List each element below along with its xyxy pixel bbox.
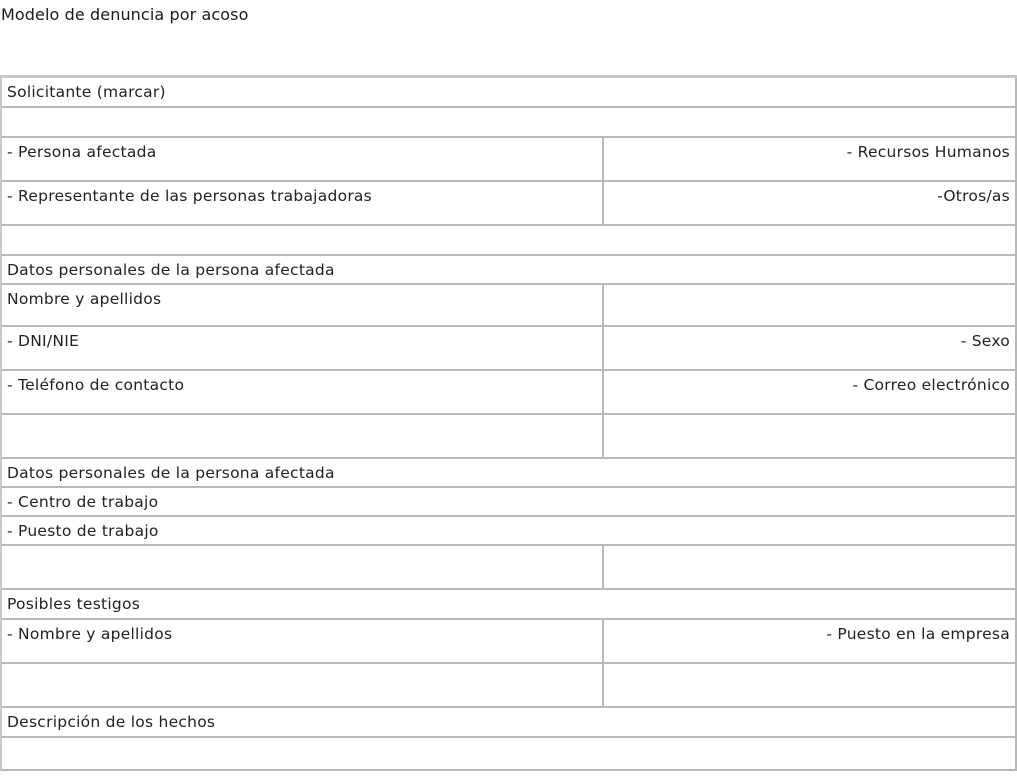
nombre-label: Nombre y apellidos [2, 285, 604, 327]
form-row-blank-split [2, 546, 1017, 590]
form-row-blank-split [2, 664, 1017, 708]
form-row-datos-personales-header [2, 256, 1017, 285]
form-row-telefono-correo [2, 371, 1017, 415]
form-row-nombre [2, 285, 1017, 327]
complaint-form-table [0, 75, 1017, 771]
form-row-testigos-labels [2, 620, 1017, 664]
sexo-label: - Sexo [604, 327, 1017, 371]
blank-cell[interactable] [604, 415, 1017, 459]
option-persona-afectada[interactable]: - Persona afectada [2, 138, 604, 182]
blank-cell[interactable] [2, 546, 604, 590]
form-row-solicitante-options-2 [2, 182, 1017, 226]
form-row-dni-sexo [2, 327, 1017, 371]
testigos-header: Posibles testigos [2, 590, 1017, 620]
option-recursos-humanos[interactable]: - Recursos Humanos [604, 138, 1017, 182]
hechos-description-cell[interactable] [2, 738, 1017, 771]
blank-cell[interactable] [2, 415, 604, 459]
dni-label: - DNI/NIE [2, 327, 604, 371]
blank-cell[interactable] [604, 546, 1017, 590]
blank-cell[interactable] [604, 664, 1017, 708]
form-row-blank [2, 108, 1017, 138]
blank-cell[interactable] [2, 108, 1017, 138]
centro-trabajo-label[interactable]: - Centro de trabajo [2, 488, 1017, 517]
testigo-nombre-label: - Nombre y apellidos [2, 620, 604, 664]
option-representante[interactable]: - Representante de las personas trabajadoras [2, 182, 604, 226]
hechos-header: Descripción de los hechos [2, 708, 1017, 738]
nombre-input-cell[interactable] [604, 285, 1017, 327]
form-row-blank [2, 226, 1017, 256]
form-row-testigos-header [2, 590, 1017, 620]
form-row-datos-laborales-header [2, 459, 1017, 488]
form-row-solicitante-options-1 [2, 138, 1017, 182]
solicitante-header: Solicitante (marcar) [2, 78, 1017, 108]
option-otros[interactable]: -Otros/as [604, 182, 1017, 226]
blank-cell[interactable] [2, 226, 1017, 256]
datos-laborales-header: Datos personales de la persona afectada [2, 459, 1017, 488]
form-row-centro [2, 488, 1017, 517]
form-row-blank-split [2, 415, 1017, 459]
datos-personales-header: Datos personales de la persona afectada [2, 256, 1017, 285]
form-row-hechos-blank [2, 738, 1017, 771]
document-title: Modelo de denuncia por acoso [1, 5, 249, 24]
form-row-puesto [2, 517, 1017, 546]
correo-label: - Correo electrónico [604, 371, 1017, 415]
testigo-puesto-label: - Puesto en la empresa [604, 620, 1017, 664]
puesto-trabajo-label[interactable]: - Puesto de trabajo [2, 517, 1017, 546]
telefono-label: - Teléfono de contacto [2, 371, 604, 415]
blank-cell[interactable] [2, 664, 604, 708]
form-row-hechos-header [2, 708, 1017, 738]
form-row-solicitante-header [2, 78, 1017, 108]
